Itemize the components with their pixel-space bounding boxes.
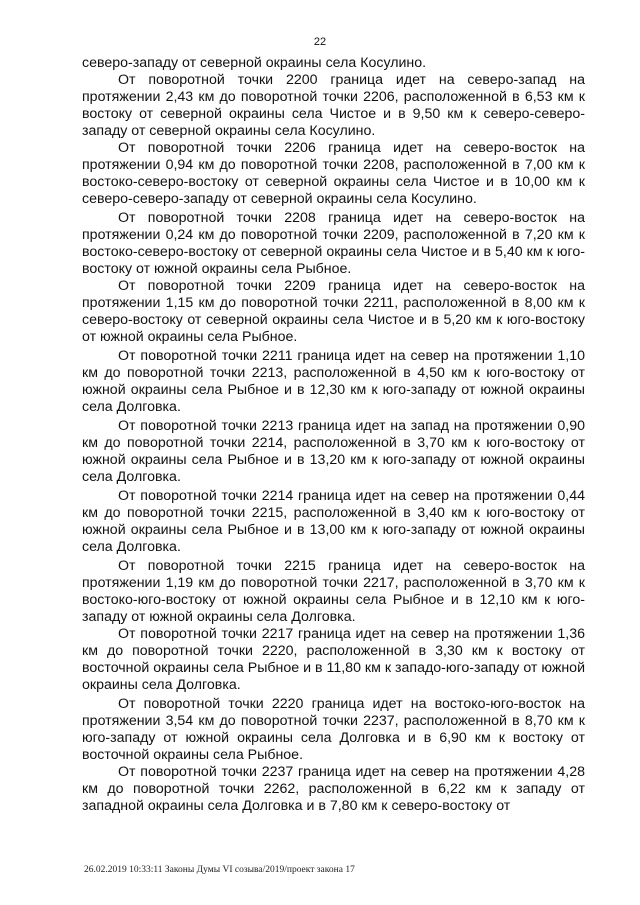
paragraph: От поворотной точки 2220 граница идет на востоко-юго-восток на протяжении 3,54 км до поворотной точки 2237, расположенной в 8,70 км к юго-западу от южной окраины села Долговка и в 6,90 км к востоку от восточной окраины села Рыбное.: [82, 696, 585, 763]
document-footer: 26.02.2019 10:33:11 Законы Думы VI созыва/2019/проект закона 17: [84, 865, 355, 875]
paragraph: От поворотной точки 2237 граница идет на север на протяжении 4,28 км до поворотной точки 2262, расположенной в 6,22 км к западу от западной окраины села Долговка и в 7,80 км к северо-востоку от: [82, 764, 585, 814]
document-body: [82, 55, 585, 815]
paragraph: северо-западу от северной окраины села Косулино.: [82, 55, 427, 71]
paragraph: От поворотной точки 2211 граница идет на север на протяжении 1,10 км до поворотной точки 2213, расположенной в 4,50 км к юго-востоку от южной окраины села Рыбное и в 12,30 км к юго-западу от южной окраины села Долговка.: [82, 348, 585, 415]
page-number: 22: [313, 36, 327, 48]
paragraph: От поворотной точки 2209 граница идет на северо-восток на протяжении 1,15 км до поворотной точки 2211, расположенной в 8,00 км к северо-востоку от северной окраины села Чистое и в 5,20 км к юго-востоку от южной окраины села Рыбное.: [82, 278, 585, 345]
paragraph: От поворотной точки 2217 граница идет на север на протяжении 1,36 км до поворотной точки 2220, расположенной в 3,30 км к востоку от восточной окраины села Рыбное и в 11,80 км к западо-юго-западу от южной окраины села Долговка.: [82, 626, 585, 693]
paragraph: От поворотной точки 2208 граница идет на северо-восток на протяжении 0,24 км до поворотной точки 2209, расположенной в 7,20 км к востоко-северо-востоку от северной окраины села Чистое и в 5,40 км к юго-востоку от южной окраины села Рыбное.: [82, 210, 585, 277]
paragraph: От поворотной точки 2213 граница идет на запад на протяжении 0,90 км до поворотной точки 2214, расположенной в 3,70 км к юго-востоку от южной окраины села Рыбное и в 13,20 км к юго-западу от южной окраины села Долговка.: [82, 418, 585, 485]
paragraph: От поворотной точки 2215 граница идет на северо-восток на протяжении 1,19 км до поворотной точки 2217, расположенной в 3,70 км к востоко-юго-востоку от южной окраины села Рыбное и в 12,10 км к юго-западу от южной окраины села Долговка.: [82, 558, 585, 625]
paragraph: От поворотной точки 2200 граница идет на северо-запад на протяжении 2,43 км до поворотной точки 2206, расположенной в 6,53 км к востоку от северной окраины села Чистое и в 9,50 км к северо-северо-западу от северной окраины села Косулино.: [82, 72, 585, 139]
paragraph: От поворотной точки 2214 граница идет на север на протяжении 0,44 км до поворотной точки 2215, расположенной в 3,40 км к юго-востоку от южной окраины села Рыбное и в 13,00 км к юго-западу от южной окраины села Долговка.: [82, 488, 585, 555]
paragraph: От поворотной точки 2206 граница идет на северо-восток на протяжении 0,94 км до поворотной точки 2208, расположенной в 7,00 км к востоко-северо-востоку от северной окраины села Чистое и в 10,00 км к северо-северо-западу от северной окраины села Косулино.: [82, 140, 585, 207]
